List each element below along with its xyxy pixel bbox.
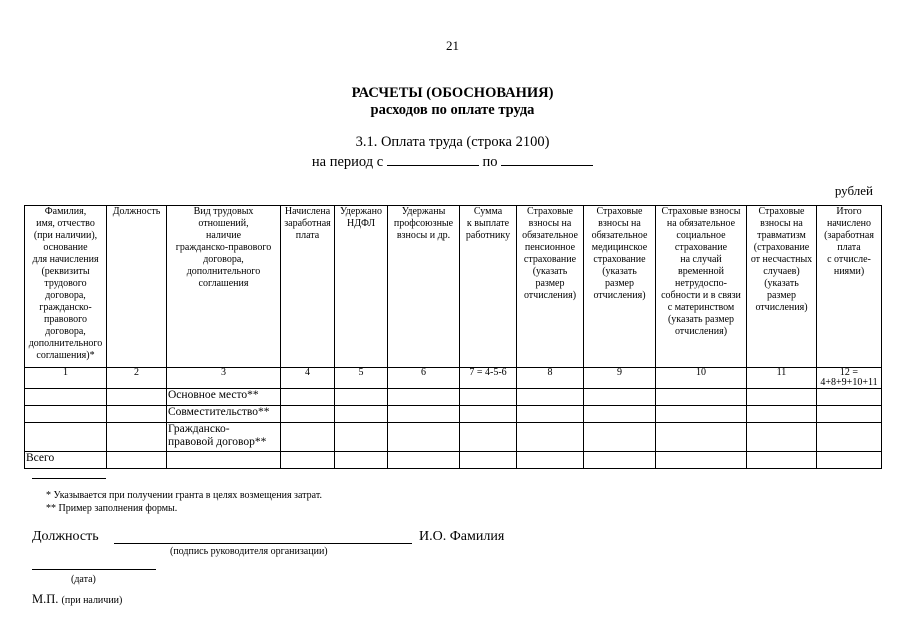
table-cell[interactable] <box>747 406 817 423</box>
column-number: 4 <box>281 368 335 389</box>
table-cell[interactable] <box>107 452 167 469</box>
table-cell[interactable] <box>656 389 747 406</box>
units-label: рублей <box>834 183 873 198</box>
table-cell[interactable] <box>107 389 167 406</box>
stamp-label: М.П. <box>32 592 59 606</box>
table-cell[interactable] <box>817 389 882 406</box>
table-cell[interactable] <box>517 423 584 452</box>
table-cell[interactable] <box>107 423 167 452</box>
table-cell[interactable] <box>281 423 335 452</box>
section-heading: 3.1. Оплата труда (строка 2100) <box>355 134 550 150</box>
table-cell[interactable] <box>584 389 656 406</box>
table-cell[interactable] <box>388 423 460 452</box>
header-cell: Должность <box>107 206 167 368</box>
header-cell: Сумма к выплате работнику <box>460 206 517 368</box>
employment-type-cell: Гражданско- правовой договор** <box>167 423 281 452</box>
column-number: 12 = 4+8+9+10+11 <box>817 368 882 389</box>
table-cell[interactable] <box>107 406 167 423</box>
header-cell: Страховые взносы на травматизм (страхование от несчастных случаев) (указать размер отчисления) <box>747 206 817 368</box>
period-end-blank <box>501 152 593 166</box>
table-cell[interactable] <box>25 389 107 406</box>
table-cell[interactable] <box>584 452 656 469</box>
table-cell[interactable] <box>656 406 747 423</box>
document-title: РАСЧЕТЫ (ОБОСНОВАНИЯ) <box>351 85 554 101</box>
footnote-divider <box>32 478 106 479</box>
column-number: 6 <box>388 368 460 389</box>
table-cell[interactable] <box>388 389 460 406</box>
footnote: * Указывается при получении гранта в целях возмещения затрат. <box>46 490 322 501</box>
column-number-row <box>25 368 882 389</box>
column-number: 7 = 4-5-6 <box>460 368 517 389</box>
table-cell[interactable] <box>281 406 335 423</box>
table-row <box>25 389 882 406</box>
table-cell[interactable] <box>281 389 335 406</box>
column-number: 2 <box>107 368 167 389</box>
table-cell[interactable] <box>335 423 388 452</box>
table-cell[interactable] <box>747 389 817 406</box>
table-cell[interactable] <box>747 452 817 469</box>
table-cell[interactable] <box>335 452 388 469</box>
header-cell: Удержаны профсоюзные взносы и др. <box>388 206 460 368</box>
column-number: 5 <box>335 368 388 389</box>
date-caption: (дата) <box>71 574 96 585</box>
column-number: 1 <box>25 368 107 389</box>
stamp-note: (при наличии) <box>61 595 123 606</box>
column-number: 3 <box>167 368 281 389</box>
period-prefix: на период с <box>311 154 384 170</box>
table-row <box>25 406 882 423</box>
employment-type-cell: Основное место** <box>167 389 281 406</box>
header-cell: Начислена заработная плата <box>281 206 335 368</box>
header-row <box>25 206 882 368</box>
table-cell[interactable] <box>167 452 281 469</box>
period-start-blank <box>387 152 479 166</box>
header-cell: Страховые взносы на обязательное социальное страхование на случай временной нетрудоспо- собности и в связи с материнством (указать размер отчисления) <box>656 206 747 368</box>
table-cell[interactable] <box>656 423 747 452</box>
header-cell: Удержано НДФЛ <box>335 206 388 368</box>
period-line <box>0 152 905 171</box>
total-row <box>25 452 882 469</box>
table-cell[interactable] <box>584 423 656 452</box>
header-cell: Страховые взносы на обязательное пенсионное страхование (указать размер отчисления) <box>517 206 584 368</box>
table-cell[interactable] <box>747 423 817 452</box>
signature-caption: (подпись руководителя организации) <box>170 546 328 557</box>
column-number: 9 <box>584 368 656 389</box>
page-number: 21 <box>446 38 459 53</box>
payroll-table <box>24 205 882 469</box>
header-cell: Страховые взносы на обязательное медицинское страхование (указать размер отчисления) <box>584 206 656 368</box>
table-cell[interactable] <box>817 406 882 423</box>
table-cell[interactable] <box>517 389 584 406</box>
date-line[interactable] <box>32 569 156 570</box>
table-cell[interactable] <box>25 406 107 423</box>
position-label: Должность <box>32 529 99 544</box>
stamp-place <box>32 592 122 607</box>
table-row <box>25 423 882 452</box>
header-cell: Итого начислено (заработная плата с отчисле- ниями) <box>817 206 882 368</box>
total-label: Всего <box>25 452 107 469</box>
table-cell[interactable] <box>517 406 584 423</box>
table-cell[interactable] <box>817 452 882 469</box>
table-cell[interactable] <box>335 389 388 406</box>
table-cell[interactable] <box>584 406 656 423</box>
table-cell[interactable] <box>281 452 335 469</box>
header-cell: Фамилия, имя, отчество (при наличии), основание для начисления (реквизиты трудового договора, гражданско- правового договора, дополнительного соглашения)* <box>25 206 107 368</box>
table-cell[interactable] <box>335 406 388 423</box>
table-cell[interactable] <box>817 423 882 452</box>
signature-line[interactable] <box>114 543 412 544</box>
column-number: 8 <box>517 368 584 389</box>
header-cell: Вид трудовых отношений, наличие гражданско-правового договора, дополнительного соглашения <box>167 206 281 368</box>
employment-type-cell: Совместительство** <box>167 406 281 423</box>
period-middle: по <box>482 154 498 170</box>
table-cell[interactable] <box>460 423 517 452</box>
table-cell[interactable] <box>460 452 517 469</box>
table-cell[interactable] <box>388 452 460 469</box>
column-number: 11 <box>747 368 817 389</box>
footnote: ** Пример заполнения формы. <box>46 503 178 514</box>
signatory-name: И.О. Фамилия <box>419 529 505 544</box>
table-cell[interactable] <box>517 452 584 469</box>
table-cell[interactable] <box>656 452 747 469</box>
table-cell[interactable] <box>25 423 107 452</box>
document-subtitle: расходов по оплате труда <box>370 102 535 118</box>
table-cell[interactable] <box>388 406 460 423</box>
column-number: 10 <box>656 368 747 389</box>
table-cell[interactable] <box>460 389 517 406</box>
table-cell[interactable] <box>460 406 517 423</box>
